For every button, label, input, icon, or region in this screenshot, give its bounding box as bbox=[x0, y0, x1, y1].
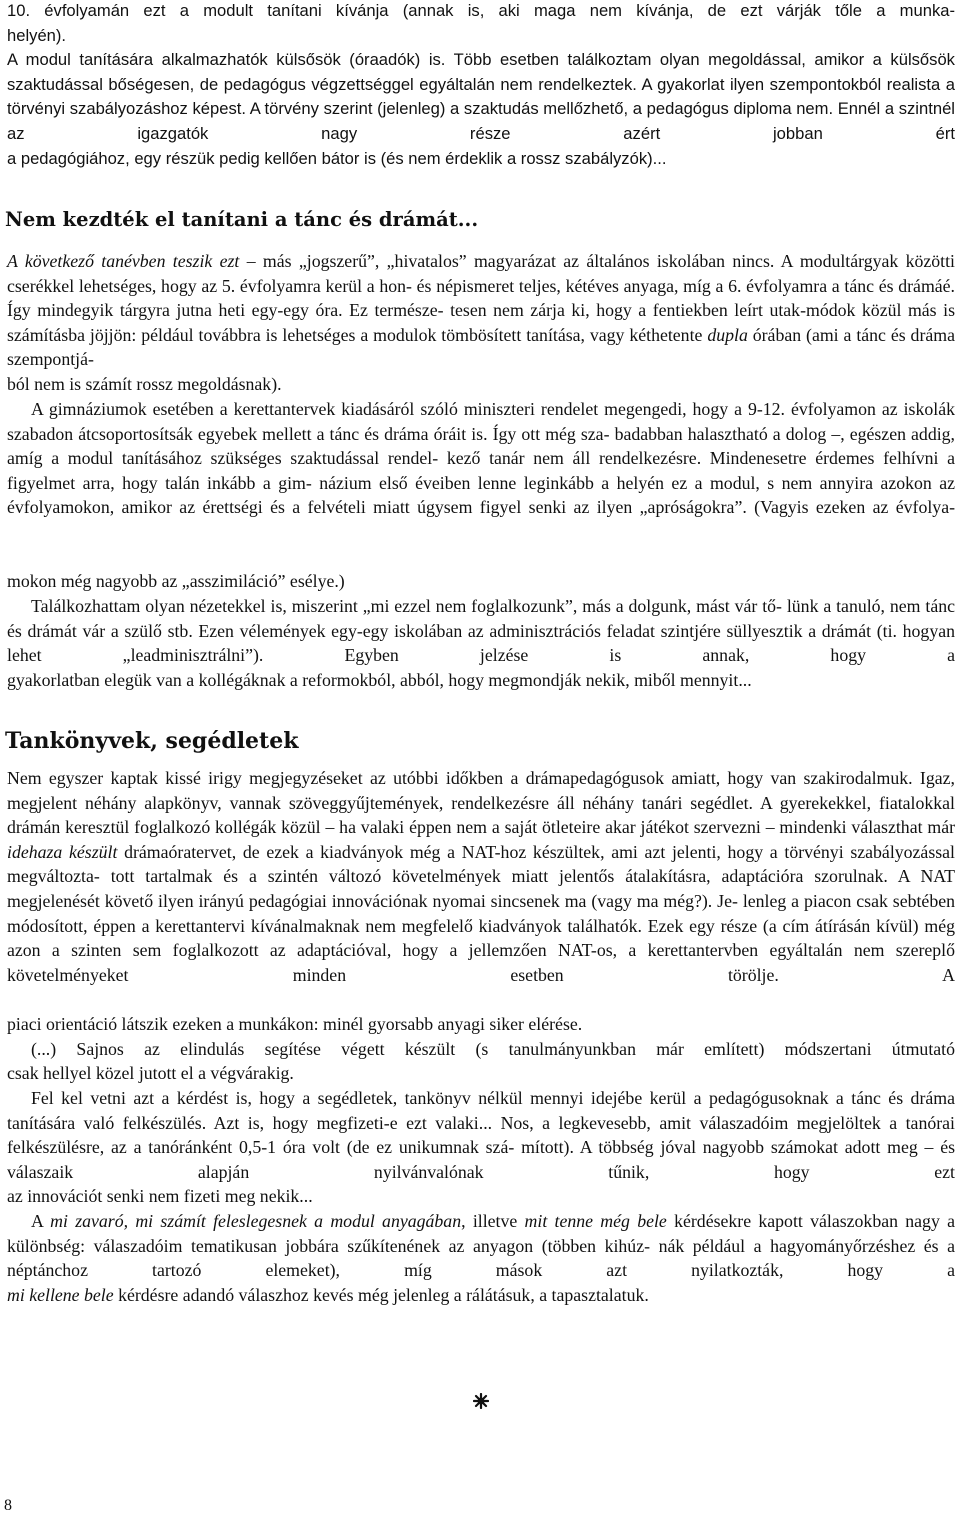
line: a pedagógiához, egy részük pedig kellően bátor is (és nem érdeklik a rossz szabályzók)... bbox=[7, 149, 667, 168]
section-heading: Nem kezdték el tanítani a tánc és drámát... bbox=[5, 208, 479, 231]
paragraph-gimnazium-end bbox=[7, 569, 955, 594]
line: (...) Sajnos az elindulás segítése végett készült (s tanulmányunkban már említett) módszertani útmutató bbox=[31, 1039, 955, 1059]
paragraph-talalkozhattam bbox=[7, 594, 955, 668]
paragraph-talalkozhattam-end bbox=[7, 668, 955, 693]
italic-phrase: mit tenne még bele bbox=[524, 1211, 667, 1231]
line: amikor a külsősök szaktudással bőségesen, de pedagógus végzettséggel egyáltalán nem rendelkeztek. A bbox=[7, 50, 955, 94]
line: kező tanár nem áll rendelkezésre. Mindenesetre érdemes felhívni a figyelmet arra, hogy talán inkább a gim- bbox=[7, 448, 955, 493]
line: a tánc és dráma tanítására való felkészülés. Azt is, hogy megfizeti-e ezt valaki... Nos, a legkevesebb, amit bbox=[7, 1088, 955, 1133]
line: az érettségi és a felvételi miatt úgysem figyel senki az ilyen „apróságokra”. (Vagyis ezeken az évfolya- bbox=[179, 497, 956, 518]
line: A bbox=[31, 1211, 51, 1231]
line: kérdésekre kapott bbox=[666, 1211, 803, 1231]
line: 10. évfolyamán ezt a modult tanítani kívánja (annak is, aki maga nem kívánja, de ezt várják tőle a munka- bbox=[7, 1, 955, 20]
line: anyaga, míg a 6. évfolyamra a tánc és drámáé. Így mindegyik tárgyra jutna heti egy-egy óra. Ez természe- bbox=[7, 275, 956, 321]
italic-phrase: idehaza készült bbox=[7, 841, 118, 862]
italic-phrase: mi zavaró, mi számít feleslegesnek a modul anyagában bbox=[50, 1211, 462, 1231]
line: tanári segédlet. A gyerekekkel, fiatalokkal drámán keresztül foglalkozó kollégák közül – ha valaki éppen bbox=[7, 792, 955, 838]
line: mított). A többség jóval nagyobb számokat adott meg – és válaszaik alapján nyilvánvalónak tűnik, hogy ezt bbox=[7, 1137, 955, 1182]
paragraph-nem-kezdtek-end bbox=[7, 372, 955, 397]
line: válaszadóim megjelöltek a tanórai felkészülésre, az a tanóránként 0,5-1 óra volt (de ez unikumnak szá- bbox=[7, 1112, 955, 1158]
paragraph-mi-zavaro bbox=[7, 1209, 955, 1283]
paragraph-tankonyvek-end bbox=[7, 1012, 955, 1037]
modul-paragraph-end bbox=[7, 147, 955, 172]
line: – más „jogszerű”, „hivatalos” magyarázat az általános iskolában nincs. A bbox=[239, 251, 793, 271]
italic-phrase: dupla bbox=[707, 324, 748, 345]
line: ból nem is számít rossz megoldásnak). bbox=[7, 374, 282, 394]
paragraph-tankonyvek bbox=[7, 766, 955, 987]
line: válaszokban nagy a különbség: válaszadóim tematikusan jobbára szűkítenének az anyagon (többen kihúz- bbox=[7, 1211, 955, 1256]
modul-paragraph bbox=[7, 48, 955, 146]
line: csak hellyel közel jutott el a végvárakig. bbox=[7, 1063, 294, 1083]
line: lenleg a piacon csak sebtében módosított, éppen a kerettantervi kívánalmaknak nem megfelelő kiadványok bbox=[7, 890, 956, 936]
line: gyakorlatban elegük van a kollégáknak a reformokból, abból, hogy megmondják nekik, miből mennyit... bbox=[7, 670, 752, 690]
paragraph-felkeszules-end bbox=[7, 1184, 955, 1209]
line: gyakorlat ilyen szempontokból realista a törvényi szabályozáshoz képest. A törvény szerint (jelenleg) a bbox=[7, 74, 955, 119]
line: piaci orientáció látszik ezeken a munkákon: minél gyorsabb anyagi siker elérése. bbox=[7, 1014, 583, 1034]
paragraph-gimnazium bbox=[7, 397, 955, 520]
line: nák például a hagyományőrzéshez és a néptánchoz tartozó elemeket), míg mások azt nyilatkozták, hogy a bbox=[7, 1235, 956, 1281]
line: feladat szintjére süllyesztik a drámát (ti. hogyan lehet „leadminisztrálni”). Egyben jelzése is annak, hogy a bbox=[7, 620, 955, 666]
line: Fel kel vetni azt a kérdést is, hogy a segédletek, tankönyv nélkül mennyi idejébe kerül a pedagógusoknak bbox=[31, 1088, 829, 1108]
line: ezek a kiadványok még a NAT-hoz készültek, ami azt jelenti, hogy a törvényi szabályozással megváltozta- bbox=[7, 841, 955, 887]
section-heading: Tankönyvek, segédletek bbox=[5, 728, 299, 754]
line: Nem egyszer kaptak kissé irigy megjegyzéseket az utóbbi időkben a drámapedagógusok amiatt, hogy van bbox=[7, 768, 797, 788]
line: A gimnáziumok esetében a kerettantervek kiadásáról szóló miniszteri rendelet megengedi, hogy a 9-12. bbox=[31, 399, 785, 419]
intro-paragraph bbox=[7, 0, 955, 48]
line: találhatók. Ezek egy része (a cím átírásán kívül) még azon a szinten sem foglalkozott az adaptációval, hogy bbox=[7, 915, 955, 961]
italic-phrase: mi kellene bele bbox=[7, 1285, 114, 1305]
line: kérdésre adandó válaszhoz kevés még jelenleg a rálátásuk, a tapasztalatuk. bbox=[113, 1285, 649, 1305]
line: modultárgyak közötti cserékkel lehetséges, hogy az 5. évfolyamra kerül a hon- és népismeret teljes, kétéves bbox=[7, 251, 955, 296]
line: A modul tanítására alkalmazhatók külsősök (óraadók) is. Több esetben találkoztam olyan megoldással, bbox=[7, 50, 806, 69]
line: tott tartalmak és a szintén változó követelmények miatt jelentős átalakításra, adaptációra szorulnak. A bbox=[110, 866, 910, 887]
paragraph-felkeszules bbox=[7, 1086, 955, 1184]
line: nem a saját ötleteire akar játékot szervezni – mindenki választhat már bbox=[456, 817, 956, 838]
line: szaktudás mellőzhető, a pedagógus diploma nem. Ennél a szintnél az igazgatók nagy része azért jobban ért bbox=[7, 99, 955, 143]
line: Találkozhattam olyan nézetekkel is, miszerint „mi ezzel nem foglalkozunk”, más a dolgunk, mást vár tő- bbox=[31, 596, 782, 616]
italic-phrase: A következő tanévben teszik ezt bbox=[7, 251, 240, 271]
line: évfolyamon az iskolák szabadon átcsoportosítsák egyebek mellett a tánc és dráma óráit is. Így ott még sza- bbox=[7, 399, 955, 444]
line: az innovációt senki nem fizeti meg nekik... bbox=[7, 1186, 313, 1206]
line: badabban halasztható a dolog –, egészen addig, amíg a modul tanításához szükséges szaktudással rendel- bbox=[7, 423, 955, 469]
page-number: 8 bbox=[4, 1497, 12, 1514]
paragraph-nem-kezdtek bbox=[7, 249, 955, 372]
line: lehetséges a modulok tömbösített tanítása, vagy kéthetente bbox=[282, 324, 708, 345]
paragraph-sajnos-end bbox=[7, 1061, 955, 1086]
line: názium első éveiben lenne leginkább a helyén ez a modul, s nem annyira azokon az évfolyamokon, amikor bbox=[7, 472, 955, 518]
line: mokon még nagyobb az „asszimiláció” esélye.) bbox=[7, 571, 345, 591]
line: , illetve bbox=[461, 1211, 525, 1231]
line: helyén). bbox=[7, 25, 67, 45]
line: tesen nem zárja ki, hogy a fentiekben leírt utak-módok közül más is számításba jöjjön: például továbbra is bbox=[7, 300, 955, 345]
paragraph-sajnos bbox=[7, 1037, 955, 1062]
line: szakirodalmuk. Igaz, megjelent néhány alapkönyv, vannak szöveggyűjtemények, rendelkezésre áll néhány bbox=[7, 768, 955, 813]
line: órában (ami a tánc és dráma szempontjá- bbox=[7, 324, 955, 370]
line: lünk a tanuló, nem tánc és drámát vár a szülő stb. Ezen vélemények egy-egy iskolában az adminisztrációs bbox=[7, 596, 955, 641]
line: a jellemzően NAT-os, a kerettantervben egyáltalán nem szereplő követelményeket minden esetben törölje. A bbox=[7, 940, 955, 985]
paragraph-mi-zavaro-end bbox=[7, 1283, 955, 1308]
line: NAT megjelenését követő ilyen irányú pedagógiai innovációnak nyomai sincsenek ma (vagy ma még?). Je- bbox=[7, 866, 956, 911]
asterisk-ornament-icon bbox=[473, 1393, 489, 1409]
line: drámaóratervet, de bbox=[117, 841, 260, 862]
